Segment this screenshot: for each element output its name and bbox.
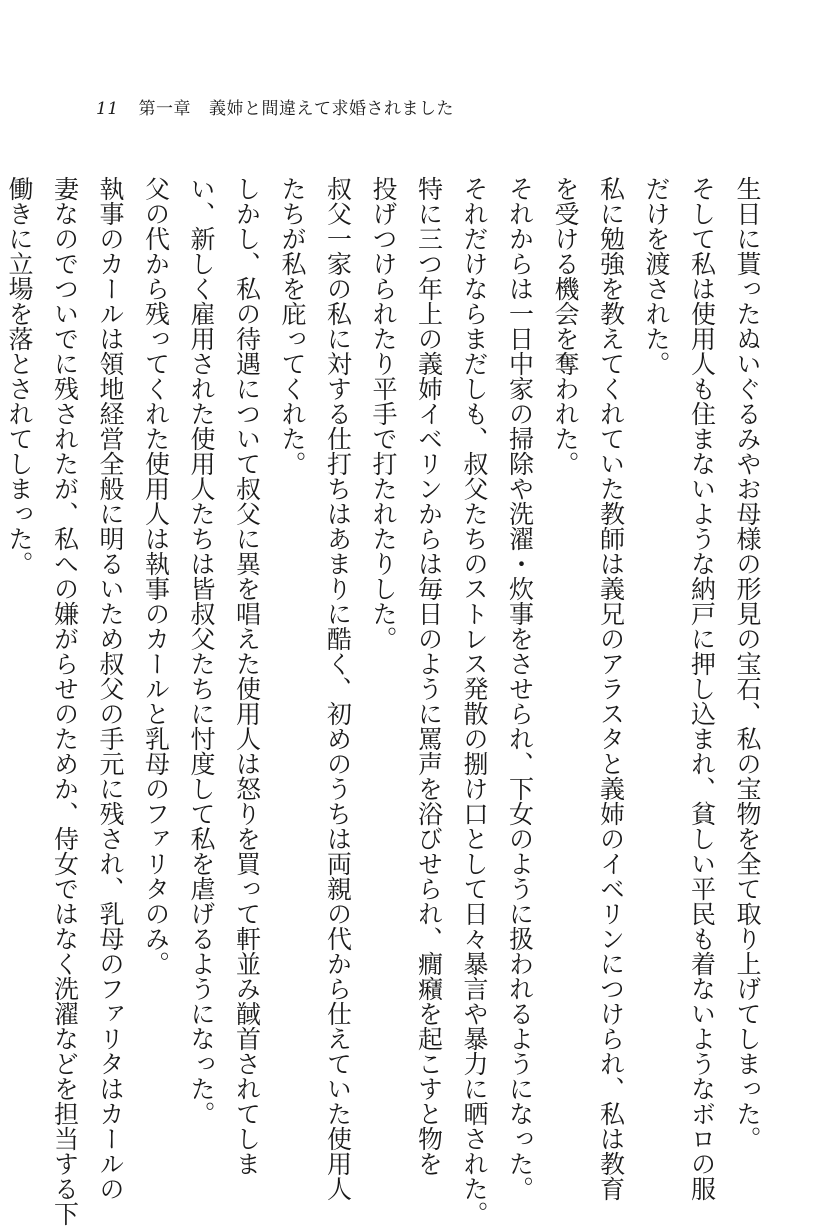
- text-line: それだけならまだしも、叔父たちのストレス発散の捌け口として日々暴言や暴力に晒された。: [460, 176, 489, 1226]
- text-line: そして私は使用人も住まないような納戸に押し込まれ、貧しい平民も着ないようなボロの服: [687, 176, 717, 1201]
- text-line: だけを渡された。: [642, 176, 671, 376]
- text-line: 生日に貰ったぬいぐるみやお母様の形見の宝石、私の宝物を全て取り上げてしまった。: [733, 176, 762, 1151]
- chapter-title: 義姉と間違えて求婚されました: [208, 99, 454, 119]
- vertical-body-text: [5, 176, 770, 1226]
- text-line: 妻なのでついでに残されたが、私への嫌がらせのためか、侍女ではなく洗濯などを担当する下: [50, 176, 80, 1226]
- text-line: たちが私を庇ってくれた。: [278, 176, 307, 476]
- text-line: 叔父一家の私に対する仕打ちはあまりに酷く、初めのうちは両親の代から仕えていた使用人: [323, 176, 353, 1201]
- text-line: 父の代から残ってくれた使用人は執事のカールと乳母のファリタのみ。: [141, 176, 171, 976]
- page-number: 11: [96, 99, 119, 119]
- text-line: を受ける機会を奪われた。: [551, 176, 580, 476]
- text-line: 特に三つ年上の義姉イベリンからは毎日のように罵声を浴びせられ、癇癪を起こすと物を: [414, 176, 444, 1176]
- text-line: 私に勉強を教えてくれていた教師は義兄のアラスタと義姉のイベリンにつけられ、私は教育: [596, 176, 626, 1201]
- text-line: い、新しく雇用された使用人たちは皆叔父たちに忖度して私を虐げるようになった。: [187, 176, 216, 1126]
- text-line: 働きに立場を落とされてしまった。: [5, 176, 34, 576]
- text-line: 執事のカールは領地経営全般に明るいため叔父の手元に残され、乳母のファリタはカールの: [96, 176, 125, 1201]
- text-line: しかし、私の待遇について叔父に異を唱えた使用人は怒りを買って軒並み馘首されてしま: [232, 176, 262, 1176]
- chapter-label: 第一章: [138, 99, 192, 119]
- text-line: 投げつけられたり平手で打たれたりした。: [369, 176, 398, 651]
- text-line: それからは一日中家の掃除や洗濯・炊事をさせられ、下女のように扱われるようになった。: [505, 176, 535, 1201]
- running-header: [96, 94, 454, 119]
